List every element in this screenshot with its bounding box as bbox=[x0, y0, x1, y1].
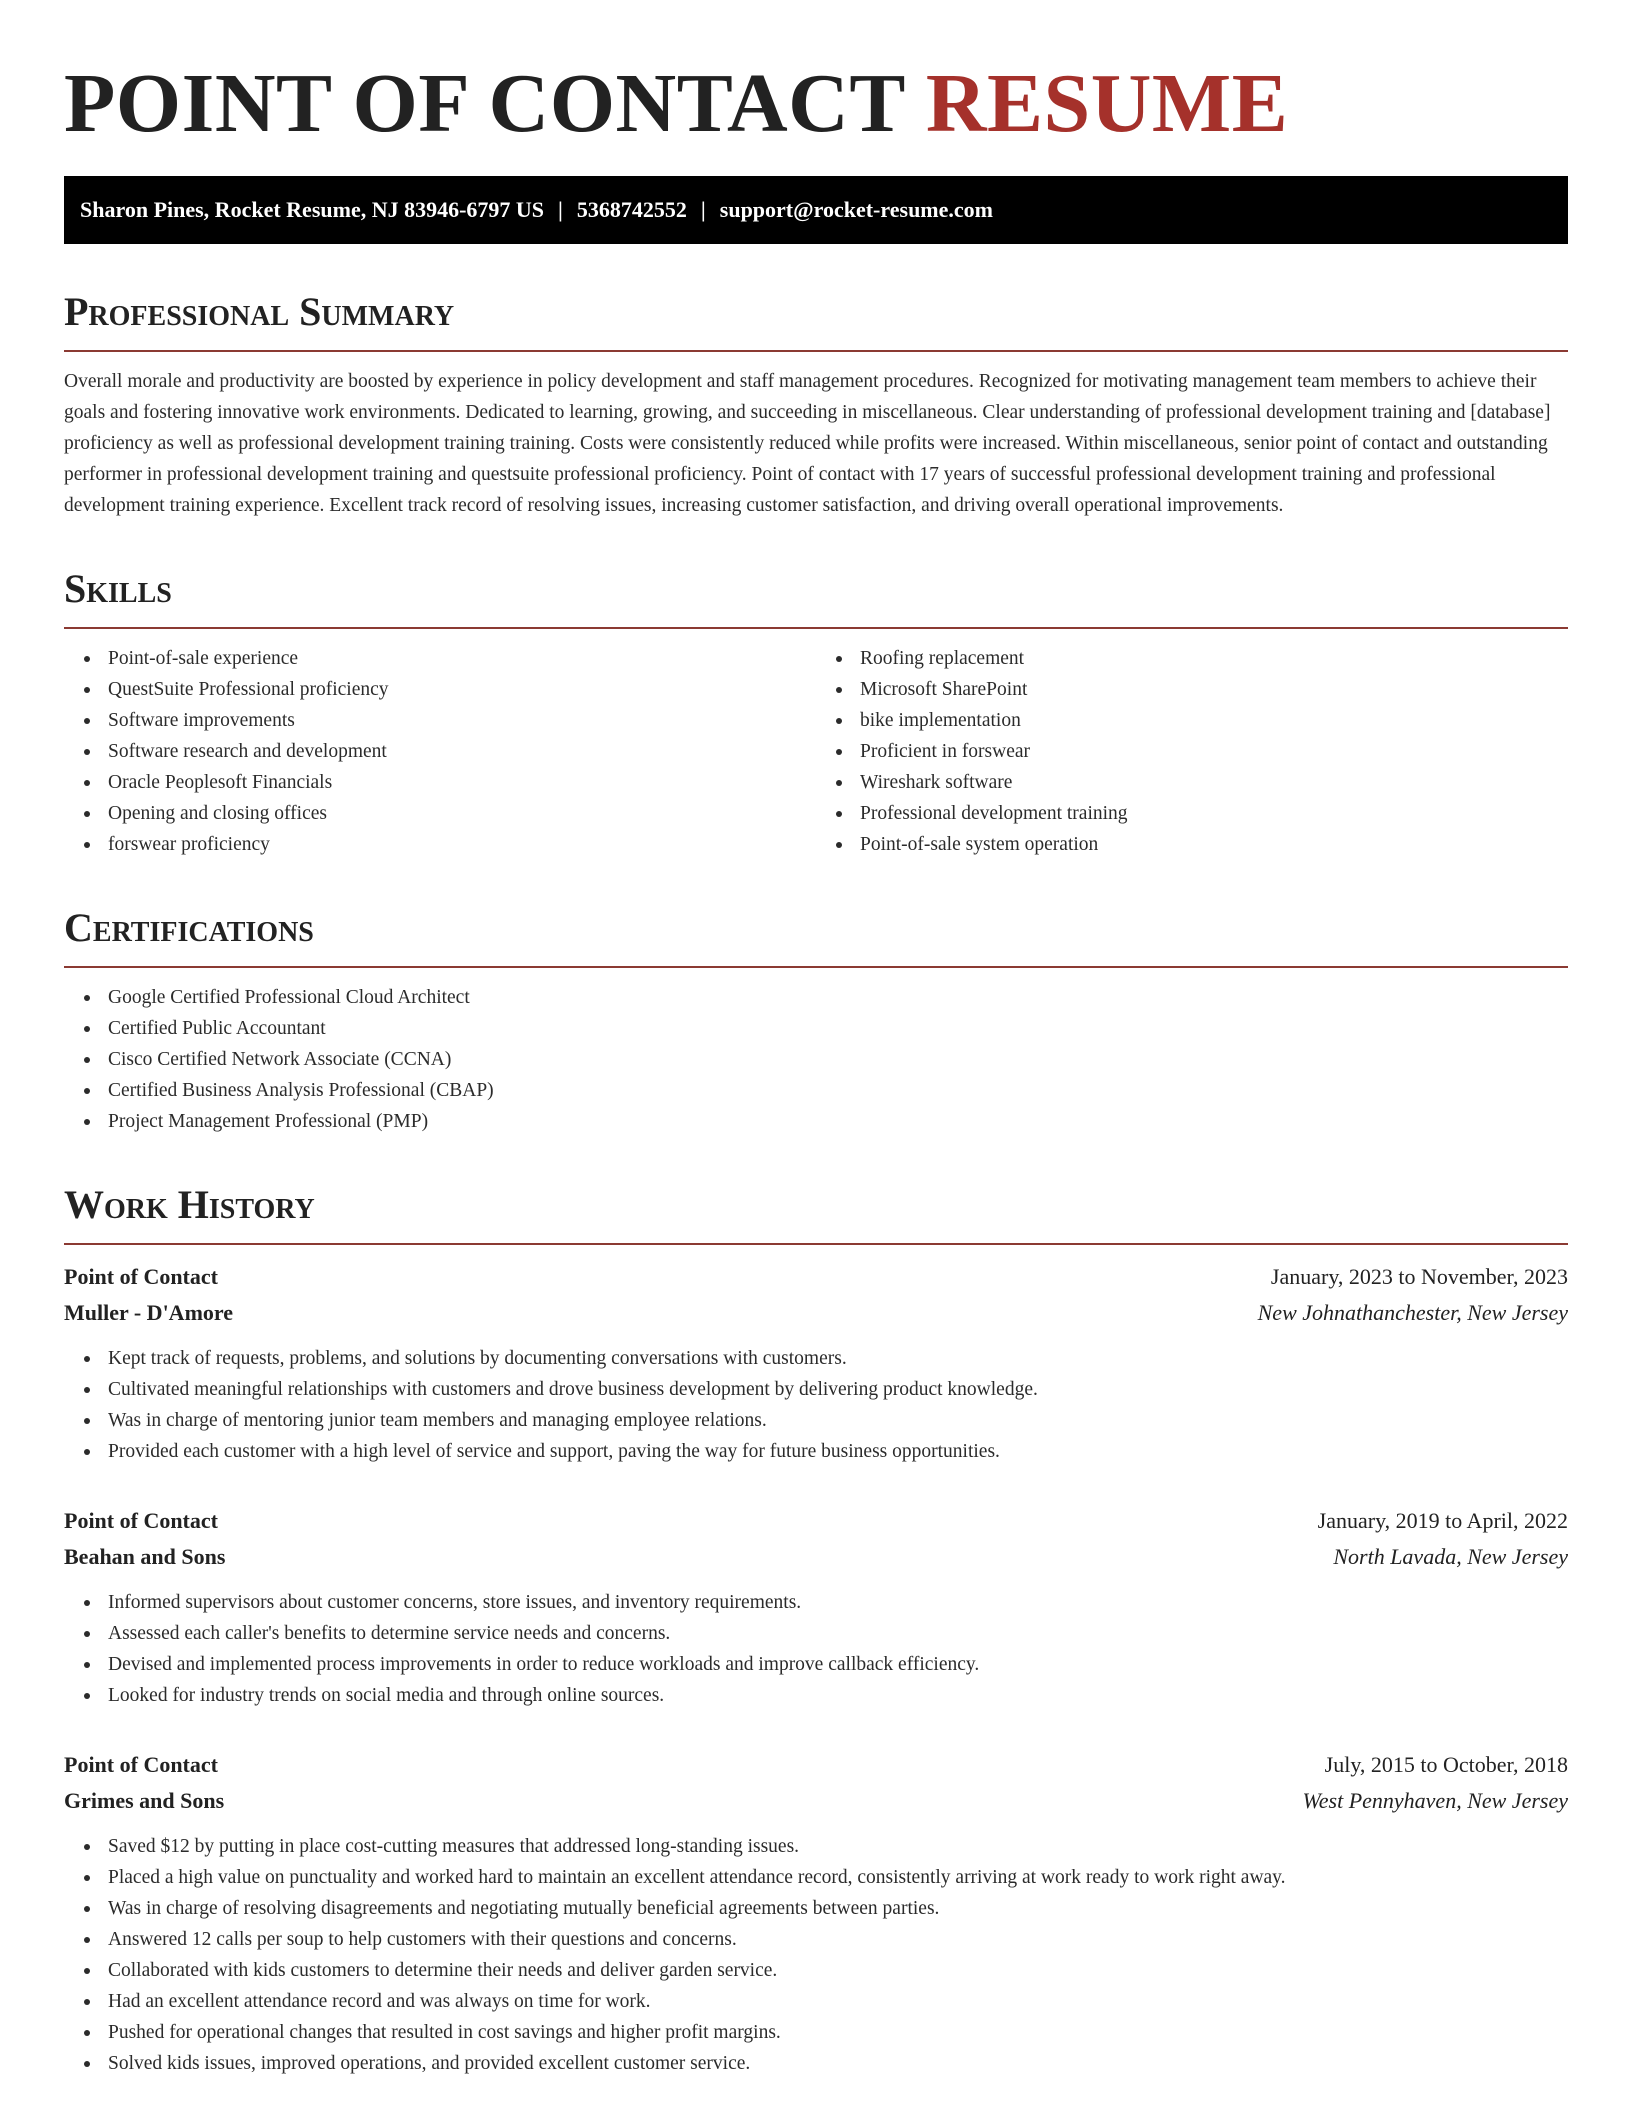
section-divider bbox=[64, 627, 1568, 629]
skill-item: Opening and closing offices bbox=[108, 798, 816, 829]
section-divider bbox=[64, 350, 1568, 352]
work-history-heading: Work History bbox=[64, 1182, 315, 1227]
certification-item: Certified Business Analysis Professional (CBAP) bbox=[108, 1075, 1568, 1106]
page-title bbox=[64, 56, 1568, 152]
certifications-heading: Certifications bbox=[64, 905, 314, 950]
title-main: POINT OF CONTACT bbox=[64, 57, 905, 150]
job-duty: Was in charge of resolving disagreements and negotiating mutually beneficial agreements between parties. bbox=[108, 1893, 1568, 1924]
skill-item: QuestSuite Professional proficiency bbox=[108, 674, 816, 705]
title-accent: RESUME bbox=[925, 57, 1289, 150]
job-company: Beahan and Sons bbox=[64, 1544, 226, 1569]
job-role: Point of Contact bbox=[64, 1752, 218, 1777]
skill-item: Oracle Peoplesoft Financials bbox=[108, 767, 816, 798]
job-duty: Assessed each caller's benefits to determine service needs and concerns. bbox=[108, 1618, 1568, 1649]
skill-item: Point-of-sale experience bbox=[108, 643, 816, 674]
skill-item: forswear proficiency bbox=[108, 829, 816, 860]
job-dates: July, 2015 to October, 2018 bbox=[1324, 1752, 1568, 1777]
skill-item: Point-of-sale system operation bbox=[860, 829, 1568, 860]
job-location: North Lavada, New Jersey bbox=[1333, 1544, 1568, 1569]
job-location: West Pennyhaven, New Jersey bbox=[1302, 1788, 1568, 1813]
job-duty: Solved kids issues, improved operations, and provided excellent customer service. bbox=[108, 2048, 1568, 2079]
job-duty: Informed supervisors about customer concerns, store issues, and inventory requirements. bbox=[108, 1587, 1568, 1618]
job-duty: Cultivated meaningful relationships with customers and drove business development by delivering product knowledge. bbox=[108, 1374, 1568, 1405]
certification-item: Project Management Professional (PMP) bbox=[108, 1106, 1568, 1137]
summary-section bbox=[64, 288, 1568, 521]
skill-item: Software improvements bbox=[108, 705, 816, 736]
job-dates: January, 2019 to April, 2022 bbox=[1317, 1508, 1568, 1533]
job-title-row bbox=[64, 1259, 1568, 1295]
job-duty: Answered 12 calls per soup to help customers with their questions and concerns. bbox=[108, 1924, 1568, 1955]
resume-page bbox=[64, 56, 1568, 2115]
job-duty: Provided each customer with a high level of service and support, paving the way for future business opportunities. bbox=[108, 1436, 1568, 1467]
work-history-section bbox=[64, 1181, 1568, 2079]
job-duty: Collaborated with kids customers to determine their needs and deliver garden service. bbox=[108, 1955, 1568, 1986]
contact-phone[interactable]: 5368742552 bbox=[576, 197, 687, 222]
certification-item: Certified Public Accountant bbox=[108, 1013, 1568, 1044]
skills-grid bbox=[64, 643, 1568, 860]
job-company: Grimes and Sons bbox=[64, 1788, 225, 1813]
summary-heading: Professional Summary bbox=[64, 289, 455, 334]
job-company-row bbox=[64, 1295, 1568, 1331]
job-title-row bbox=[64, 1747, 1568, 1783]
contact-email[interactable]: support@rocket-resume.com bbox=[719, 197, 993, 222]
contact-address: Sharon Pines, Rocket Resume, NJ 83946-6797 US bbox=[80, 197, 545, 222]
contact-separator: | bbox=[700, 197, 706, 222]
job-entry bbox=[64, 1747, 1568, 2079]
skill-item: Microsoft SharePoint bbox=[860, 674, 1568, 705]
job-duty: Saved $12 by putting in place cost-cutting measures that addressed long-standing issues. bbox=[108, 1831, 1568, 1862]
skill-item: Professional development training bbox=[860, 798, 1568, 829]
skills-heading: Skills bbox=[64, 566, 172, 611]
skills-list-right bbox=[816, 643, 1568, 860]
job-duty: Looked for industry trends on social media and through online sources. bbox=[108, 1680, 1568, 1711]
section-divider bbox=[64, 1243, 1568, 1245]
job-duty: Devised and implemented process improvements in order to reduce workloads and improve callback efficiency. bbox=[108, 1649, 1568, 1680]
skills-section bbox=[64, 565, 1568, 860]
skills-list-left bbox=[64, 643, 816, 860]
job-entry bbox=[64, 1503, 1568, 1711]
job-entry bbox=[64, 1259, 1568, 1467]
contact-bar bbox=[64, 176, 1568, 244]
job-duties bbox=[64, 1343, 1568, 1467]
job-dates: January, 2023 to November, 2023 bbox=[1270, 1264, 1568, 1289]
job-company-row bbox=[64, 1783, 1568, 1819]
job-role: Point of Contact bbox=[64, 1264, 218, 1289]
job-duty: Pushed for operational changes that resulted in cost savings and higher profit margins. bbox=[108, 2017, 1568, 2048]
job-duties bbox=[64, 1831, 1568, 2079]
job-duty: Kept track of requests, problems, and solutions by documenting conversations with customers. bbox=[108, 1343, 1568, 1374]
job-title-row bbox=[64, 1503, 1568, 1539]
certifications-section bbox=[64, 904, 1568, 1137]
certification-item: Cisco Certified Network Associate (CCNA) bbox=[108, 1044, 1568, 1075]
job-company-row bbox=[64, 1539, 1568, 1575]
skill-item: Proficient in forswear bbox=[860, 736, 1568, 767]
contact-separator: | bbox=[558, 197, 563, 222]
certification-item: Google Certified Professional Cloud Architect bbox=[108, 982, 1568, 1013]
job-duties bbox=[64, 1587, 1568, 1711]
job-company: Muller - D'Amore bbox=[64, 1300, 234, 1325]
job-location: New Johnathanchester, New Jersey bbox=[1257, 1300, 1568, 1325]
skill-item: Roofing replacement bbox=[860, 643, 1568, 674]
job-duty: Was in charge of mentoring junior team members and managing employee relations. bbox=[108, 1405, 1568, 1436]
certifications-list bbox=[64, 982, 1568, 1137]
section-divider bbox=[64, 966, 1568, 968]
skill-item: Software research and development bbox=[108, 736, 816, 767]
job-role: Point of Contact bbox=[64, 1508, 218, 1533]
job-duty: Had an excellent attendance record and was always on time for work. bbox=[108, 1986, 1568, 2017]
summary-text: Overall morale and productivity are boosted by experience in policy development and staff management procedures. Recognized for motivating management team members to achieve their goals and fostering innovative work environments. Dedicated to learning, growing, and succeeding in miscellaneous. Clear understanding of professional development training and [database] proficiency as well as professional development training training. Costs were consistently reduced while profits were increased. Within miscellaneous, senior point of contact and outstanding performer in professional development training and questsuite professional proficiency. Point of contact with 17 years of successful professional development training and professional development training experience. Excellent track record of resolving issues, increasing customer satisfaction, and driving overall operational improvements. bbox=[64, 371, 1551, 516]
job-duty: Placed a high value on punctuality and worked hard to maintain an excellent attendance record, consistently arriving at work ready to work right away. bbox=[108, 1862, 1568, 1893]
skill-item: Wireshark software bbox=[860, 767, 1568, 798]
skill-item: bike implementation bbox=[860, 705, 1568, 736]
